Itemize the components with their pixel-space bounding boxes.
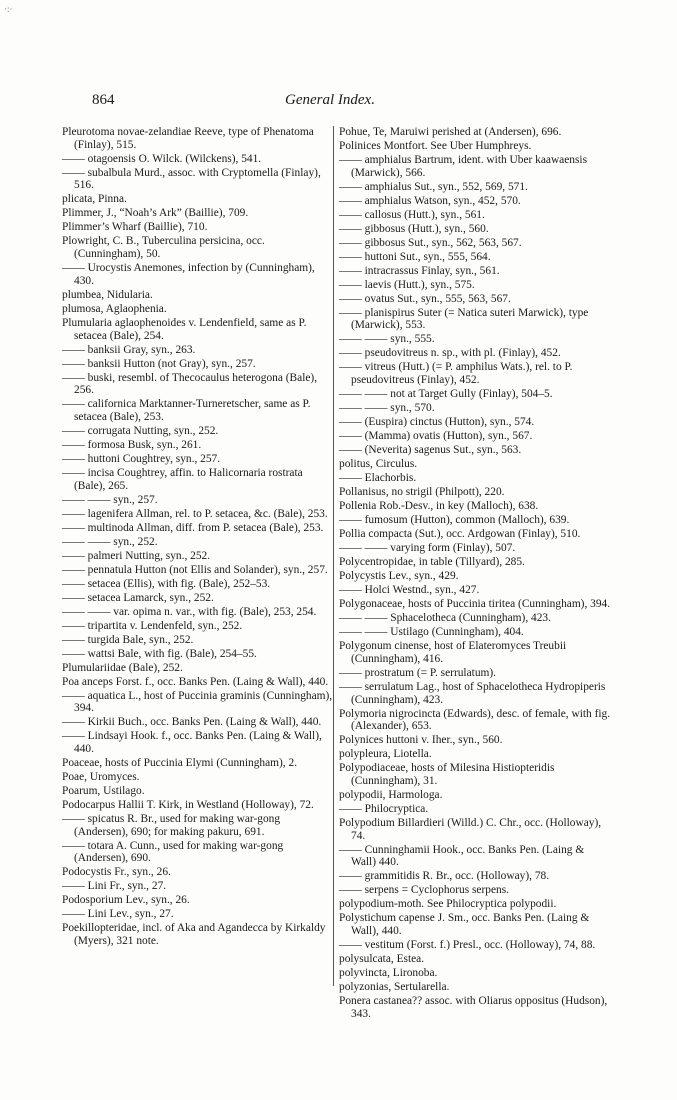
scan-mark: ·:· (4, 4, 13, 14)
index-entry: —— gibbosus Sut., syn., 562, 563, 567. (339, 236, 522, 249)
index-entry: Polygonum cinense, host of Elateromyces Treubii (Cunningham), 416. (339, 640, 567, 665)
index-entry: Poa anceps Forst. f., occ. Banks Pen. (Laing & Wall), 440. (62, 675, 329, 688)
index-entry: —— vestitum (Forst. f.) Presl., occ. (Holloway), 74, 88. (339, 939, 596, 952)
index-entry: Poaceae, hosts of Puccinia Elymi (Cunningham), 2. (62, 757, 298, 770)
index-entry: —— pennatula Hutton (not Ellis and Solander), syn., 257. (62, 563, 328, 576)
index-entry: —— Lini Fr., syn., 27. (62, 880, 167, 893)
index-entry: —— turgida Bale, syn., 252. (62, 633, 194, 646)
index-entry: polyzonias, Sertularella. (339, 981, 450, 994)
index-entry: —— vitreus (Hutt.) (= P. amphilus Wats.), rel. to P. pseudovitreus (Finlay), 452. (339, 361, 573, 387)
index-column-left (62, 126, 334, 949)
index-entry: plumbea, Nidularia. (62, 288, 153, 301)
index-entry: —— (Neverita) sagenus Sut., syn., 563. (339, 444, 522, 457)
index-entry: —— Philocryptica. (339, 802, 429, 815)
index-entry: Plumulariidae (Bale), 252. (62, 661, 183, 674)
index-entry: —— serpens = Cyclophorus serpens. (339, 884, 509, 897)
index-entry: —— huttoni Coughtrey, syn., 257. (62, 452, 221, 465)
index-entry: Pohue, Te, Maruiwi perished at (Andersen), 696. (339, 126, 562, 138)
index-entry: Ponera castanea?? assoc. with Oliarus oppositus (Hudson), 343. (339, 995, 608, 1020)
index-entry: —— amphialus Bartrum, ident. with Uber kaawaensis (Marwick), 566. (339, 154, 588, 179)
index-entry: Podocystis Fr., syn., 26. (62, 866, 171, 879)
index-entry: Pollanisus, no strigil (Philpott), 220. (339, 486, 505, 499)
index-entry: polypodium-moth. See Philocryptica polypodii. (339, 898, 557, 911)
index-entry: —— intracrassus Finlay, syn., 561. (339, 264, 500, 277)
index-entry: Polycystis Lev., syn., 429. (339, 570, 459, 583)
index-entry: —— Cunninghamii Hook., occ. Banks Pen. (Laing & Wall) 440. (339, 843, 585, 869)
index-entry: —— banksii Gray, syn., 263. (62, 343, 196, 356)
index-entry: Polypodiaceae, hosts of Milesina Histiopteridis (Cunningham), 31. (339, 762, 555, 787)
index-entry: —— gibbosus (Hutt.), syn., 560. (339, 222, 489, 235)
index-entry: Plimmer, J., “Noah’s Ark” (Baillie), 709. (62, 207, 249, 220)
index-entry: Pollenia Rob.-Desv., in key (Malloch), 638. (339, 500, 539, 513)
index-entry: Polymoria nigrocincta (Edwards), desc. of female, with fig. (Alexander), 653. (339, 707, 611, 733)
index-entry: —— multinoda Allman, diff. from P. setacea (Bale), 253. (62, 521, 324, 534)
index-entry: —— Lini Lev., syn., 27. (62, 908, 174, 921)
index-entry: plumosa, Aglaophenia. (62, 302, 167, 315)
index-entry: —— Holci Westnd., syn., 427. (339, 584, 480, 597)
index-entry: polyvincta, Lironoba. (339, 967, 438, 980)
index-entry: Plumularia aglaophenoides v. Lendenfield, same as P. setacea (Bale), 254. (62, 316, 307, 342)
index-entry: —— ovatus Sut., syn., 555, 563, 567. (339, 292, 511, 305)
index-entry: —— —— not at Target Gully (Finlay), 504–5. (339, 388, 553, 401)
index-entry: —— buski, resembl. of Thecocaulus heterogona (Bale), 256. (62, 371, 318, 397)
index-entry: —— aquatica L., host of Puccinia graminis (Cunningham), 394. (62, 689, 333, 715)
index-entry: —— totara A. Cunn., used for making war-gong (Andersen), 690. (62, 839, 284, 865)
index-entry: —— prostratum (= P. serrulatum). (339, 666, 497, 679)
index-entry: politus, Circulus. (339, 458, 418, 471)
index-entry: Polinices Montfort. See Uber Humphreys. (339, 140, 532, 152)
index-entry: Poae, Uromyces. (62, 771, 140, 784)
index-entry: Polygonaceae, hosts of Puccinia tiritea (Cunningham), 394. (339, 598, 611, 611)
index-entry: —— setacea Lamarck, syn., 252. (62, 591, 214, 604)
index-entry: polysulcata, Estea. (339, 953, 425, 966)
index-entry: —— wattsi Bale, with fig. (Bale), 254–55. (62, 647, 257, 660)
index-entry: —— —— varying form (Finlay), 507. (339, 542, 516, 555)
index-entry: —— amphialus Watson, syn., 452, 570. (339, 194, 521, 207)
index-entry: —— corrugata Nutting, syn., 252. (62, 424, 219, 437)
index-entry: polypleura, Liotella. (339, 748, 432, 761)
index-entry: —— (Mamma) ovatis (Hutton), syn., 567. (339, 430, 533, 443)
index-entry: —— Elachorbis. (339, 472, 417, 485)
index-entry: —— huttoni Sut., syn., 555, 564. (339, 250, 491, 263)
index-entry: —— banksii Hutton (not Gray), syn., 257. (62, 357, 256, 370)
index-entry: —— otagoensis O. Wilck. (Wilckens), 541. (62, 152, 262, 165)
index-entry: —— setacea (Ellis), with fig. (Bale), 252–53. (62, 577, 271, 590)
index-entry: Podosporium Lev., syn., 26. (62, 894, 190, 907)
index-entry: —— californica Marktanner-Turneretscher, same as P. setacea (Bale), 253. (62, 398, 311, 423)
index-entry: —— —— syn., 555. (339, 333, 435, 346)
index-entry: —— laevis (Hutt.), syn., 575. (339, 278, 475, 291)
index-entry: —— lagenifera Allman, rel. to P. setacea, &c. (Bale), 253. (62, 507, 328, 520)
index-entry: —— Kirkii Buch., occ. Banks Pen. (Laing & Wall), 440. (62, 716, 322, 729)
index-entry: Poarum, Ustilago. (62, 785, 145, 798)
index-entry: —— formosa Busk, syn., 261. (62, 438, 202, 451)
index-entry: —— Urocystis Anemones, infection by (Cunningham), 430. (62, 262, 315, 287)
index-entry: Plowright, C. B., Tuberculina persicina, occ. (Cunningham), 50. (62, 235, 265, 261)
index-entry: —— —— syn., 570. (339, 402, 435, 415)
running-head: General Index. (285, 92, 375, 108)
index-entry: —— grammitidis R. Br., occ. (Holloway), 78. (339, 870, 550, 883)
index-entry: —— —— syn., 257. (62, 493, 158, 506)
index-entry: Pollia compacta (Sut.), occ. Ardgowan (Finlay), 510. (339, 528, 581, 541)
index-entry: Poekillopteridae, incl. of Aka and Agandecca by Kirkaldy (Myers), 321 note. (62, 922, 326, 948)
index-entry: Polynices huttoni v. Iher., syn., 560. (339, 734, 503, 747)
index-entry: plicata, Pinna. (62, 193, 127, 206)
index-entry: —— amphialus Sut., syn., 552, 569, 571. (339, 180, 528, 193)
index-entry: —— —— Ustilago (Cunningham), 404. (339, 626, 524, 639)
index-entry: —— —— syn., 252. (62, 535, 158, 548)
index-entry: —— subalbula Murd., assoc. with Cryptomella (Finlay), 516. (62, 166, 321, 192)
index-entry: —— (Euspira) cinctus (Hutton), syn., 574. (339, 416, 535, 429)
index-entry: —— pseudovitreus n. sp., with pl. (Finlay), 452. (339, 347, 561, 360)
index-entry: —— spicatus R. Br., used for making war-gong (Andersen), 690; for making pakuru, 691. (62, 813, 281, 838)
index-entry: —— callosus (Hutt.), syn., 561. (339, 208, 485, 221)
index-entry: Polypodium Billardieri (Willd.) C. Chr., occ. (Holloway), 74. (339, 816, 602, 842)
index-entry: —— planispirus Suter (= Natica suteri Marwick), type (Marwick), 553. (339, 306, 589, 332)
index-entry: —— incisa Coughtrey, affin. to Halicornaria rostrata (Bale), 265. (62, 466, 303, 492)
index-entry: Pleurotoma novae-zelandiae Reeve, type of Phenatoma (Finlay), 515. (62, 126, 314, 151)
index-entry: —— fumosum (Hutton), common (Malloch), 639. (339, 514, 570, 527)
index-entry: —— —— Sphacelotheca (Cunningham), 423. (339, 612, 551, 625)
page-number: 864 (92, 92, 115, 108)
index-entry: Polycentropidae, in table (Tillyard), 285. (339, 556, 525, 569)
index-entry: —— serrulatum Lag., host of Sphacelotheca Hydropiperis (Cunningham), 423. (339, 680, 606, 706)
index-entry: Plimmer’s Wharf (Baillie), 710. (62, 221, 208, 234)
index-entry: Polystichum capense J. Sm., occ. Banks Pen. (Laing & Wall), 440. (339, 912, 590, 938)
index-entry: Podocarpus Hallii T. Kirk, in Westland (Holloway), 72. (62, 799, 314, 812)
column-divider (333, 126, 334, 986)
index-entry: —— Lindsayi Hook. f., occ. Banks Pen. (Laing & Wall), 440. (62, 730, 322, 756)
index-column-right (339, 126, 611, 1022)
index-entry: polypodii, Harmologa. (339, 788, 443, 801)
index-entry: —— —— var. opima n. var., with fig. (Bale), 253, 254. (62, 605, 317, 618)
index-entry: —— palmeri Nutting, syn., 252. (62, 549, 211, 562)
index-entry: —— tripartita v. Lendenfeld, syn., 252. (62, 619, 243, 632)
